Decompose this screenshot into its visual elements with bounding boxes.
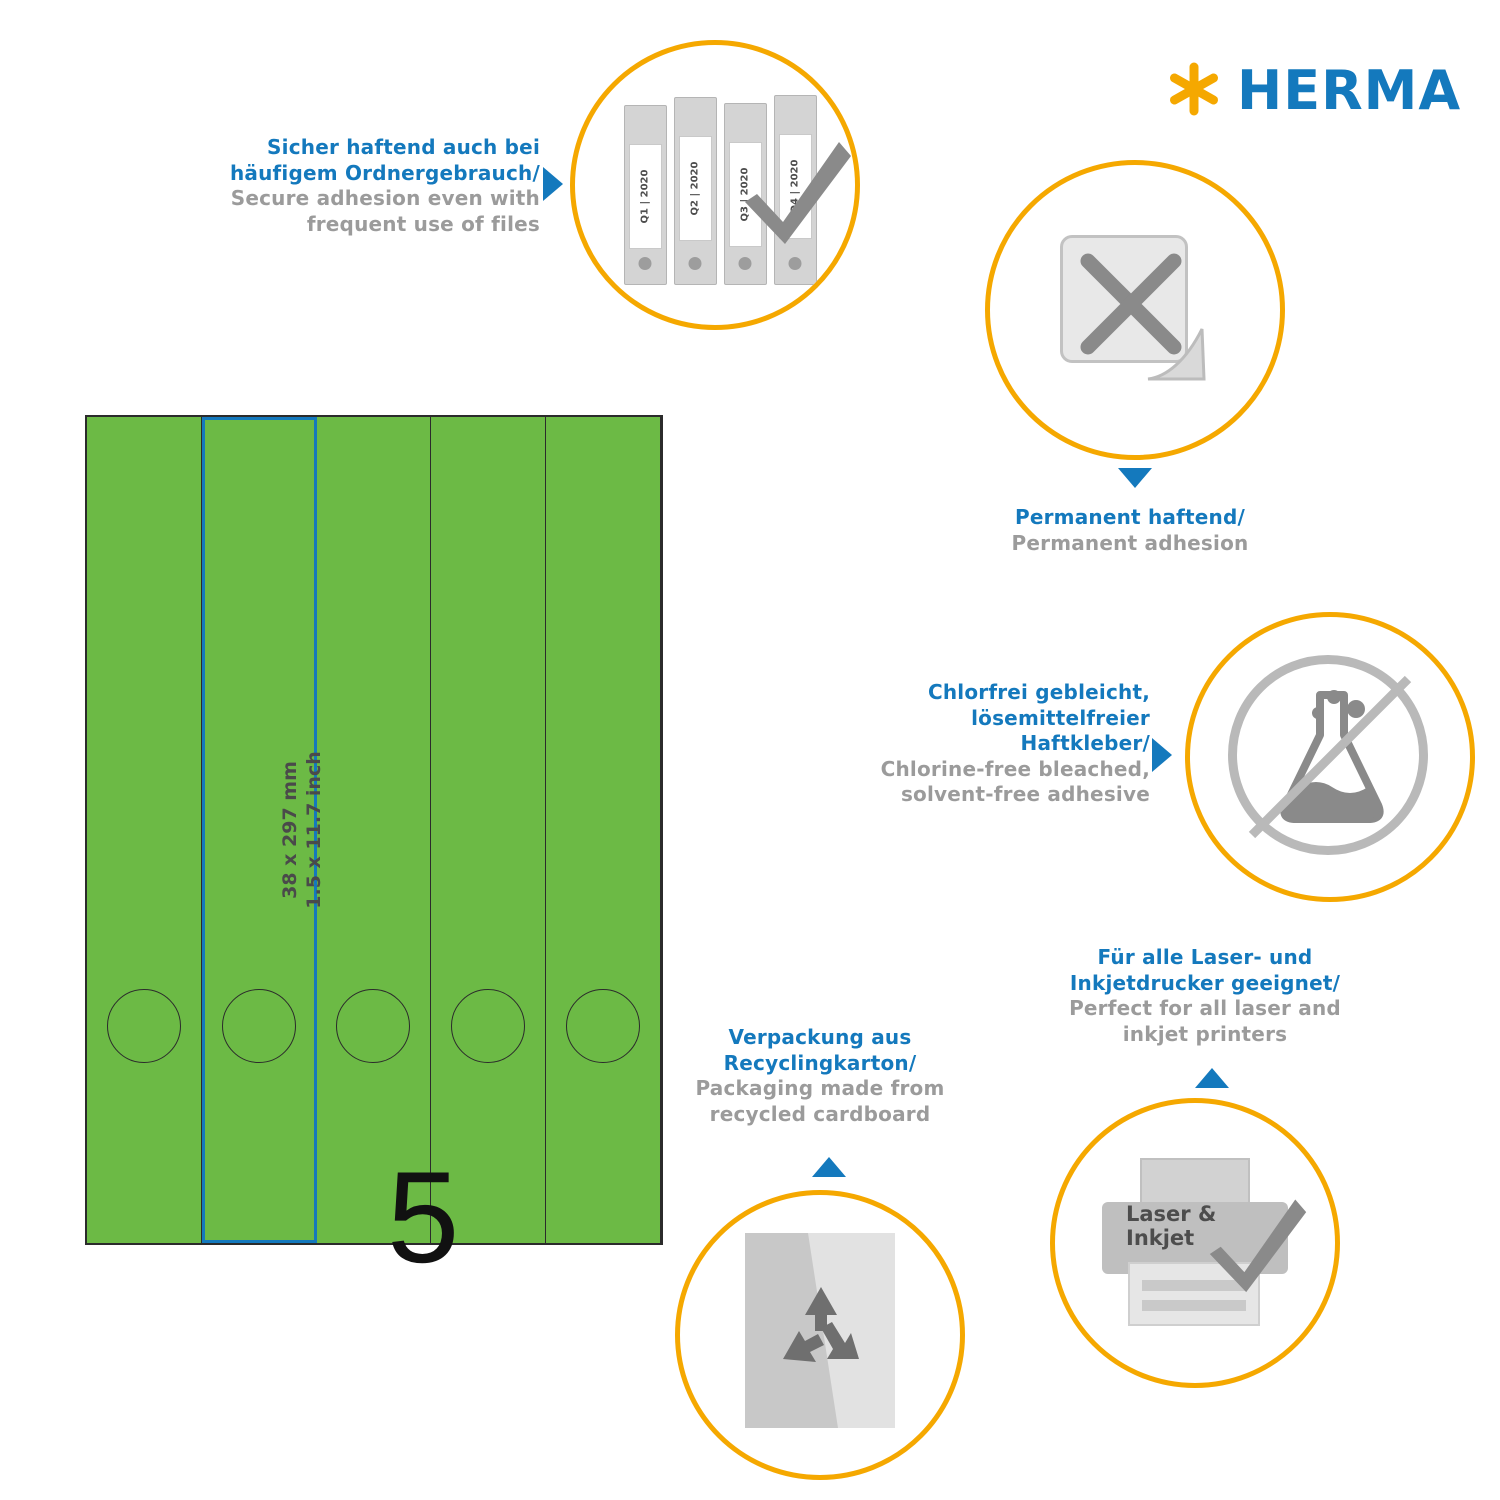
- feature-en-line2: frequent use of files: [306, 211, 540, 236]
- feature-text-printer-compatibility: [1010, 945, 1400, 1047]
- feature-en-line1: Permanent adhesion: [1011, 530, 1249, 555]
- printer-icon-text-line1: Laser &: [1126, 1202, 1217, 1226]
- feature-en-line1: Perfect for all laser and: [1069, 996, 1341, 1021]
- feature-en-line1: Packaging made from: [695, 1076, 945, 1101]
- icon-badge-binders-with-check: [570, 40, 860, 330]
- no-solvent-flask-icon: [1220, 647, 1440, 867]
- feature-text-chlorine-free: [780, 680, 1150, 808]
- dimension-imperial: 1.5 x 11.7 inch: [302, 751, 325, 909]
- label-strip: [431, 417, 546, 1243]
- dimension-metric: 38 x 297 mm: [278, 761, 301, 899]
- feature-en-line2: solvent-free adhesive: [900, 782, 1150, 807]
- label-strip-selected[interactable]: [202, 417, 325, 1243]
- pointer-triangle-permanent: [1118, 468, 1152, 488]
- binders-with-check-icon: [608, 78, 823, 293]
- binder-label: Q2 | 2020: [689, 161, 701, 215]
- feature-de-line2: häufigem Ordnergebrauch/: [229, 160, 540, 185]
- icon-badge-permanent-adhesion: [985, 160, 1285, 460]
- feature-de-line2: Recyclingkarton/: [723, 1050, 917, 1075]
- feature-de-line1: Sicher haftend auch bei: [267, 135, 540, 159]
- pointer-triangle-chlorine: [1152, 738, 1172, 772]
- brand-name: HERMA: [1237, 59, 1462, 122]
- punch-hole: [336, 989, 410, 1063]
- dimension-label: [279, 751, 327, 908]
- binder-label: Q4 | 2020: [789, 159, 801, 213]
- check-icon: [743, 136, 853, 246]
- feature-de-line1: Chlorfrei gebleicht,: [927, 680, 1150, 704]
- printer-with-check-icon: [1100, 1158, 1290, 1328]
- icon-badge-chlorine-free: [1185, 612, 1475, 902]
- punch-hole: [107, 989, 181, 1063]
- recycling-symbol-icon: [771, 1281, 871, 1381]
- feature-text-permanent-adhesion: [905, 505, 1355, 556]
- feature-de-line1: Für alle Laser- und: [1097, 945, 1313, 969]
- feature-en-line1: Chlorine-free bleached,: [880, 756, 1150, 781]
- pointer-triangle-packaging: [812, 1157, 846, 1177]
- label-strip: [87, 417, 202, 1243]
- recycling-package-icon: [745, 1233, 895, 1428]
- cross-icon: [1076, 249, 1186, 359]
- pointer-triangle-printer: [1195, 1068, 1229, 1088]
- icon-badge-printer: [1050, 1098, 1340, 1388]
- feature-de-line1: Verpackung aus: [728, 1025, 912, 1049]
- feature-en-line2: inkjet printers: [1122, 1021, 1288, 1046]
- binder-label: Q3 | 2020: [739, 167, 751, 221]
- printer-icon-text: [1126, 1202, 1216, 1250]
- feature-en-line1: Secure adhesion even with: [230, 186, 540, 211]
- label-strip: [317, 417, 432, 1243]
- feature-text-adhesion-frequent-use: [150, 135, 540, 237]
- punch-hole: [566, 989, 640, 1063]
- feature-text-recycled-packaging: [660, 1025, 980, 1127]
- label-strip: [546, 417, 661, 1243]
- feature-de-line1: Permanent haftend/: [1014, 505, 1245, 529]
- herma-logo: [1165, 60, 1461, 122]
- feature-de-line3: Haftkleber/: [1020, 731, 1150, 756]
- asterisk-icon: [1165, 60, 1223, 122]
- feature-de-line2: Inkjetdrucker geeignet/: [1069, 970, 1341, 995]
- product-sheet: [85, 415, 663, 1290]
- slash-icon: [1220, 647, 1440, 867]
- check-icon: [1208, 1194, 1308, 1294]
- feature-en-line2: recycled cardboard: [709, 1101, 931, 1126]
- printer-icon-text-line2: Inkjet: [1126, 1226, 1195, 1251]
- sheet-count: 5: [387, 1144, 460, 1290]
- punch-hole: [451, 989, 525, 1063]
- binder-label: Q1 | 2020: [639, 169, 651, 223]
- icon-badge-recycled-packaging: [675, 1190, 965, 1480]
- punch-hole: [222, 989, 296, 1063]
- feature-de-line2: lösemittelfreier: [971, 705, 1150, 730]
- pointer-triangle-adhesion: [543, 167, 563, 201]
- label-no-remove-icon: [1048, 223, 1223, 398]
